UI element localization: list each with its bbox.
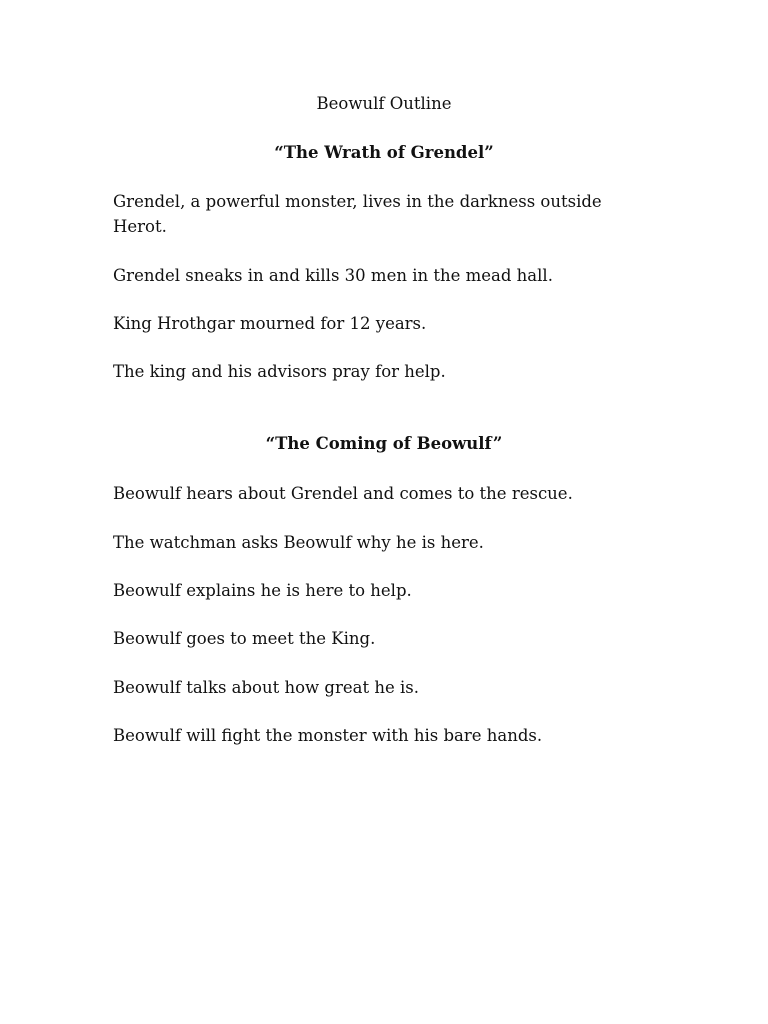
outline-item: Beowulf talks about how great he is. [113,678,419,697]
outline-item: Grendel sneaks in and kills 30 men in the mead hall. [113,266,553,285]
section-heading-wrath-of-grendel: “The Wrath of Grendel” [274,143,494,162]
outline-item: Beowulf explains he is here to help. [113,581,412,600]
outline-item: Grendel, a powerful monster, lives in the darkness outside Herot. [113,192,602,236]
outline-item: Beowulf goes to meet the King. [113,629,376,648]
outline-item: Beowulf will fight the monster with his bare hands. [113,726,543,745]
page-title: Beowulf Outline [316,94,452,113]
outline-item: The watchman asks Beowulf why he is here. [113,533,484,552]
outline-item: The king and his advisors pray for help. [113,362,446,381]
section-heading-coming-of-beowulf: “The Coming of Beowulf” [265,434,503,453]
outline-item: King Hrothgar mourned for 12 years. [113,314,427,333]
outline-item: Beowulf hears about Grendel and comes to the rescue. [113,484,573,503]
